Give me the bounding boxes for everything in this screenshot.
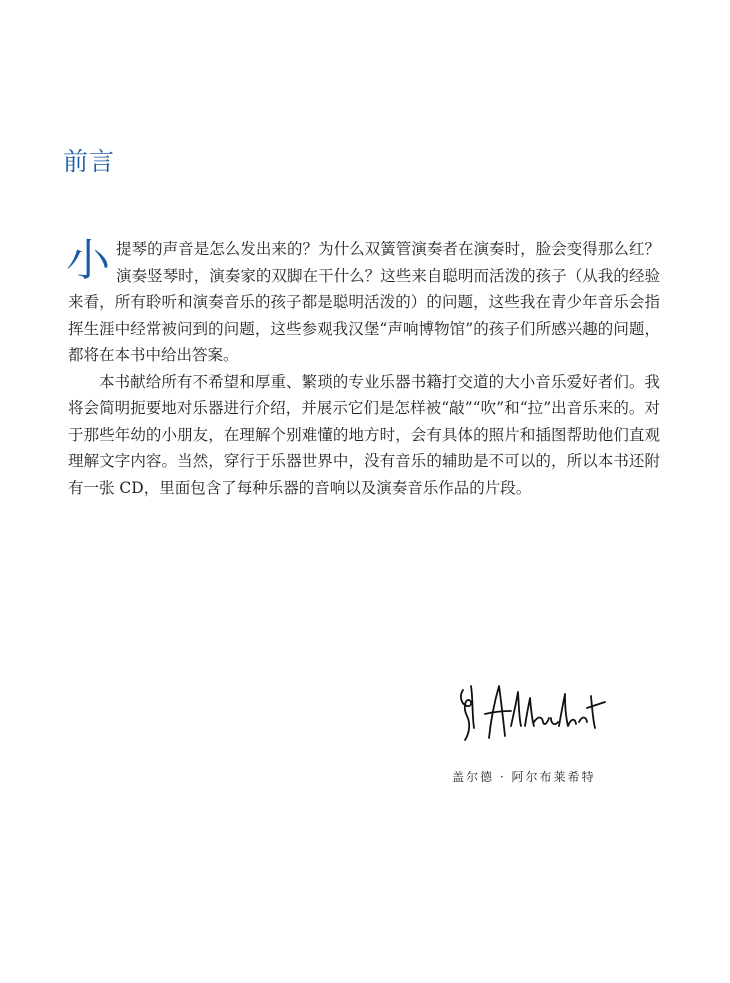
- preface-body: [68, 236, 660, 501]
- paragraph-1: [68, 236, 660, 369]
- paragraph-1-text: 提琴的声音是怎么发出来的？为什么双簧管演奏者在演奏时，脸会变得那么红？演奏竖琴时，演奏家的双脚在干什么？这些来自聪明而活泼的孩子（从我的经验来看，所有聆听和演奏音乐的孩子都是聪明活泼的）的问题，这些我在青少年音乐会指挥生涯中经常被问到的问题，这些参观我汉堡“声响博物馆”的孩子们所感兴趣的问题，都将在本书中给出答案。: [68, 240, 660, 364]
- page-title: 前言: [63, 147, 116, 176]
- drop-cap: 小: [66, 235, 110, 286]
- signer-name: 盖尔德 · 阿尔布莱希特: [452, 770, 596, 784]
- paragraph-2: 本书献给所有不希望和厚重、繁琐的专业乐器书籍打交道的大小音乐爱好者们。我将会简明扼要地对乐器进行介绍，并展示它们是怎样被“敲”“吹”和“拉”出音乐来的。对于那些年幼的小朋友，在理解个别难懂的地方时，会有具体的照片和插图帮助他们直观理解文字内容。当然，穿行于乐器世界中，没有音乐的辅助是不可以的，所以本书还附有一张 CD，里面包含了每种乐器的音响以及演奏音乐作品的片段。: [68, 372, 660, 497]
- handwritten-signature: [455, 678, 615, 748]
- signature-image: [455, 678, 615, 748]
